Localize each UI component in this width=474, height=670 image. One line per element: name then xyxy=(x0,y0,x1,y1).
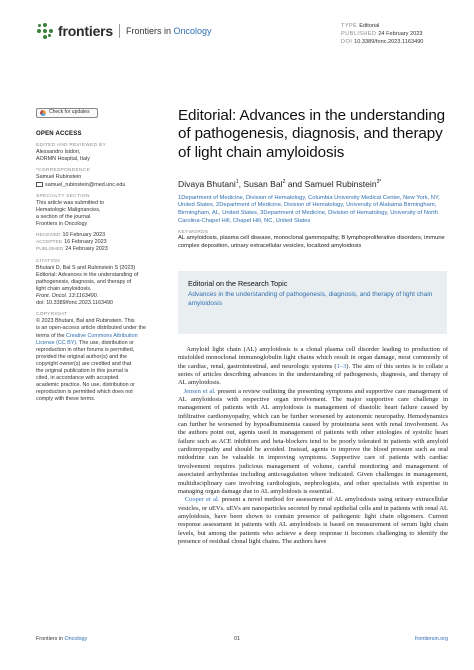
article-meta xyxy=(341,22,423,46)
published-date: PUBLISHED 24 February 2023 xyxy=(36,246,108,253)
edited-heading: EDITED AND REVIEWED BY xyxy=(36,143,107,149)
citation-heading: CITATION xyxy=(36,258,61,264)
author-list: Divaya Bhutani$^1$, Susan Bal$^2$ and Samuel Rubinstein$^{3*}$ xyxy=(178,178,382,189)
paragraph-3: Cooper et al. present a novel method for assessment of AL amyloidosis using urinary extracellular vesicles, or uEVs. uEVs are nanoparticles secreted by renal epithelial cells and in patients with renal AL amyloidosis, have been shown to contain presence of pathogenic light chain oligomers. Current response assessment in patients with AL amyloidosis is based on measurement of serum light chain levels, but among the patients who achieve a deep response it becomes challenging to identify the presence of residual clonal light chains. The authors have xyxy=(178,496,448,545)
jensen-link[interactable]: Jensen et al. xyxy=(183,387,216,395)
brand-wordmark: frontiers xyxy=(58,23,113,39)
correspondence-heading: *CORRESPONDENCE xyxy=(36,168,91,174)
research-topic-box xyxy=(178,271,447,334)
article-title: Editorial: Advances in the understanding of pathogenesis, diagnosis, and therapy of light chain amyloidosis xyxy=(178,107,446,161)
check-for-updates-button[interactable]: Check for updates xyxy=(36,108,98,118)
reference-link[interactable]: 1–3 xyxy=(336,362,347,370)
meta-published: PUBLISHED 24 February 2023 xyxy=(341,31,423,37)
received-date: RECEIVED 10 February 2023 xyxy=(36,232,106,239)
cc-license-link-2[interactable]: License (CC BY). xyxy=(36,339,78,346)
paragraph-1: Amyloid light chain (AL) amyloidosis is a clonal plasma cell disorder leading to production of misfolded monoclonal immunoglobulin light chains which result in organ damage, most commonly of the cardiac, renal, gastrointestinal, and neurologic systems (1–3). The aim of this series is to collate a series of articles describing advances in the understanding of pathogenesis, diagnosis, and therapy of AL amyloidosis. xyxy=(178,346,448,387)
article-main xyxy=(178,107,448,250)
footer-url-link[interactable]: frontiersin.org xyxy=(415,636,448,642)
journal-name: Frontiers in Oncology xyxy=(126,26,212,36)
keywords: AL amyloidosis, plasma cell disease, monoclonal gammopathy, B lymphoproliferative disorders, immune complex deposition, urinary extracellular vesicles, localized amyloidosis xyxy=(178,235,445,249)
research-topic-heading: Editorial on the Research Topic xyxy=(188,279,288,288)
research-topic-link[interactable]: Advances in the understanding of pathogenesis, diagnosis, and therapy of light chain amyloidosis xyxy=(188,291,433,307)
footer-journal: Frontiers in Oncology xyxy=(36,636,88,642)
frontiers-logo-icon xyxy=(36,22,54,40)
keywords-heading: KEYWORDS xyxy=(178,230,209,236)
brand[interactable] xyxy=(36,22,212,40)
page-number: 01 xyxy=(234,636,240,642)
paragraph-2: Jensen et al. present a review outlining the presenting symptoms and supportive care management of AL amyloidosis with respective organ involvement. The major supportive care challenge in management of patients with AL amyloidosis is management of diastolic heart failure caused by infiltrative cardiomyopathy, which can be further worsened by autonomic neuropathy. Hemodynamics can further be worsened by hypoalbuminemia caused by proteinuria seen with renal involvement. As the authors point out, agents used in management of patients with other etiologies of systolic heart failure such as ACE inhibitors and beta-blockers tend to be poorly tolerated in patients with amyloid cardiomyopathy and should be avoided. Instead, agents to improve the blood pressure such as oral midodrine can be valuable in improving symptoms. Supportive care of patients with cardiac involvement requires judicious management of volume, careful monitoring and management of associated arrhythmias including anticoagulation where indicated. Given challenges in management, multidisciplinary care involving cardiologists, nephrologists, and other specialists with expertise in managing organ damage due to AL amyloidosis is essential. xyxy=(178,387,449,495)
affiliations: 1Department of Medicine, Division of Hematology, Columbia University Medical Center, New York, NY, United States, 2Department of Medicine, Division of Hematology, University of Alabama Birmingham, Birmingham, AL, United States, 3Department of Medicine, Division of Hematology, University of North Carolina-Chapel Hill, Chapel Hill, NC, United States xyxy=(178,194,440,224)
author-bhutani[interactable]: Divaya Bhutani xyxy=(178,178,236,189)
brand-divider xyxy=(119,24,120,38)
article-body xyxy=(178,346,448,546)
sidebar: Check for updates OPEN ACCESS EDITED AND REVIEWED BY Alessandro Isidori, AORMN Hospital, Italy *CORRESPONDENCE Samuel Rubinstein samuel_rubinstein@med.unc.edu SPECIALTY SECTION This article was submitted to Hematologic Malignancies, a section of the journal Frontiers in Oncology RECEIVED 10 February 2023 ACCEPTED 16 February 2023 PUBLISHED 24 February 2023 CITATION Bhutani D, Bal S and Rubinstein S (2023) Editorial: Advances in the understanding of pathogenesis, diagnosis, and therapy of light chain amyloidosis. Front. Oncol. 13:1163490. doi: 10.3389/fonc.2023.1163490 COPYRIGHT © 2023 Bhutani, Bal and Rubinstein. This is an open-access article distributed under the terms of the Creative Commons Attribution License (CC BY). The use, distribution or reproduction in other forums is permitted, provided the original author(s) and the copyright owner(s) are credited and that the original publication in this journal is cited, in accordance with accepted academic practice. No use, distribution or reproduction is permitted which does not comply with these terms. xyxy=(36,108,164,403)
meta-doi: DOI 10.3389/fonc.2023.1163490 xyxy=(341,39,424,45)
open-access-label: OPEN ACCESS xyxy=(36,131,82,137)
accepted-date: ACCEPTED 16 February 2023 xyxy=(36,239,107,246)
author-bal[interactable]: Susan Bal xyxy=(243,178,283,189)
correspondence-email-link[interactable]: samuel_rubinstein@med.unc.edu xyxy=(36,182,164,189)
cooper-link[interactable]: Cooper et al. xyxy=(184,496,220,504)
author-rubinstein[interactable]: Samuel Rubinstein xyxy=(304,178,377,189)
meta-type: TYPE Editorial xyxy=(341,23,380,29)
specialty-heading: SPECIALTY SECTION xyxy=(36,193,90,199)
copyright-heading: COPYRIGHT xyxy=(36,312,68,318)
page-header xyxy=(36,20,446,60)
cc-license-link[interactable]: Creative Commons Attribution xyxy=(65,332,138,339)
crossmark-icon xyxy=(40,110,46,116)
